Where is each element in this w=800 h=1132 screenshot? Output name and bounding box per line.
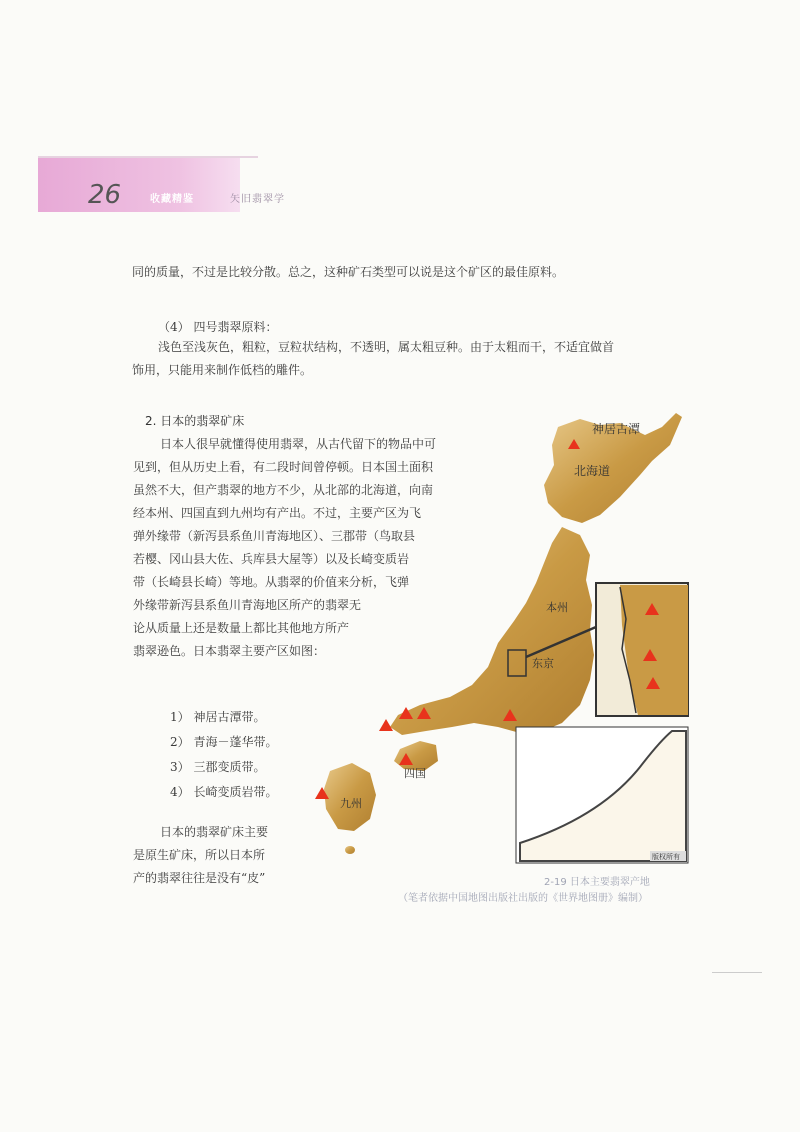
section-line: 带（长崎县长崎）等地。从翡翠的价值来分析，飞弹 <box>133 575 410 589</box>
item4-title: （4） 四号翡翠原料： <box>158 320 278 334</box>
section-line: 翡翠逊色。日本翡翠主要产区如图： <box>133 644 326 658</box>
footer-rule <box>712 972 762 973</box>
section-line: 虽然不大，但产翡翠的地方不少，从北部的北海道，向南 <box>133 483 434 497</box>
list-item: 3） 三郡变质带。 <box>170 760 266 774</box>
section-line: 经本州、四国直到九州均有产出。不过，主要产区为飞 <box>133 506 422 520</box>
jade-location-marker <box>379 719 393 731</box>
label-tokyo: 东京 <box>532 657 554 670</box>
list-item: 1） 神居古潭带。 <box>170 710 266 724</box>
list-item: 2） 青海－蓬华带。 <box>170 735 278 749</box>
section-line: 弹外缘带（新泻县系鱼川青海地区）、三郡带（鸟取县 <box>133 529 416 543</box>
japan-jade-map <box>300 405 700 875</box>
section-line: 日本人很早就懂得使用翡翠，从古代留下的物品中可 <box>160 437 437 451</box>
section-line: 若樱、冈山县大佐、兵库县大屋等）以及长崎变质岩 <box>133 552 410 566</box>
label-hokkaido: 北海道 <box>574 464 611 478</box>
figure-source: （笔者依据中国地图出版社出版的《世界地图册》编制） <box>398 893 648 904</box>
jade-belt-list <box>170 705 277 805</box>
figure-caption: 2-19 日本主要翡翠产地 <box>544 877 650 888</box>
book-title: 矢旧翡翠学 <box>230 194 285 205</box>
honshu-island <box>390 527 594 735</box>
page-number: 26 <box>88 180 122 210</box>
section-line: 论从质量上还是数量上都比其他地方所产 <box>133 621 350 635</box>
section-line: 外缘带新泻县系鱼川青海地区所产的翡翠无 <box>133 598 362 612</box>
list-item: 4） 长崎变质岩带。 <box>170 785 278 799</box>
copyright-text: 版权所有 <box>652 853 680 861</box>
section-line: 见到，但从历史上看，有二段时间曾停顿。日本国土面积 <box>133 460 434 474</box>
series-badge: 收藏精鉴 <box>150 194 194 205</box>
item4-line-1: 浅色至浅灰色，粗粒，豆粒状结构，不透明，属太粗豆种。由于太粗而干，不适宜做首 <box>158 340 615 354</box>
header-band <box>38 158 240 212</box>
closing-line: 日本的翡翠矿床主要 <box>160 825 269 839</box>
label-kamuikotan: 神居古潭 <box>592 422 641 436</box>
closing-line: 是原生矿床，所以日本所 <box>133 848 266 862</box>
label-kyushu: 九州 <box>340 797 362 810</box>
item4-line-2: 饰用，只能用来制作低档的雕件。 <box>132 363 313 377</box>
section-heading: 2. 日本的翡翠矿床 <box>145 414 245 428</box>
label-shikoku: 四国 <box>404 767 426 780</box>
closing-line: 产的翡翠往往是没有“皮” <box>133 871 266 885</box>
label-honshu: 本州 <box>546 601 568 614</box>
small-island <box>345 846 355 854</box>
paragraph-1: 同的质量，不过是比较分散。总之，这种矿石类型可以说是这个矿区的最佳原料。 <box>132 265 565 279</box>
